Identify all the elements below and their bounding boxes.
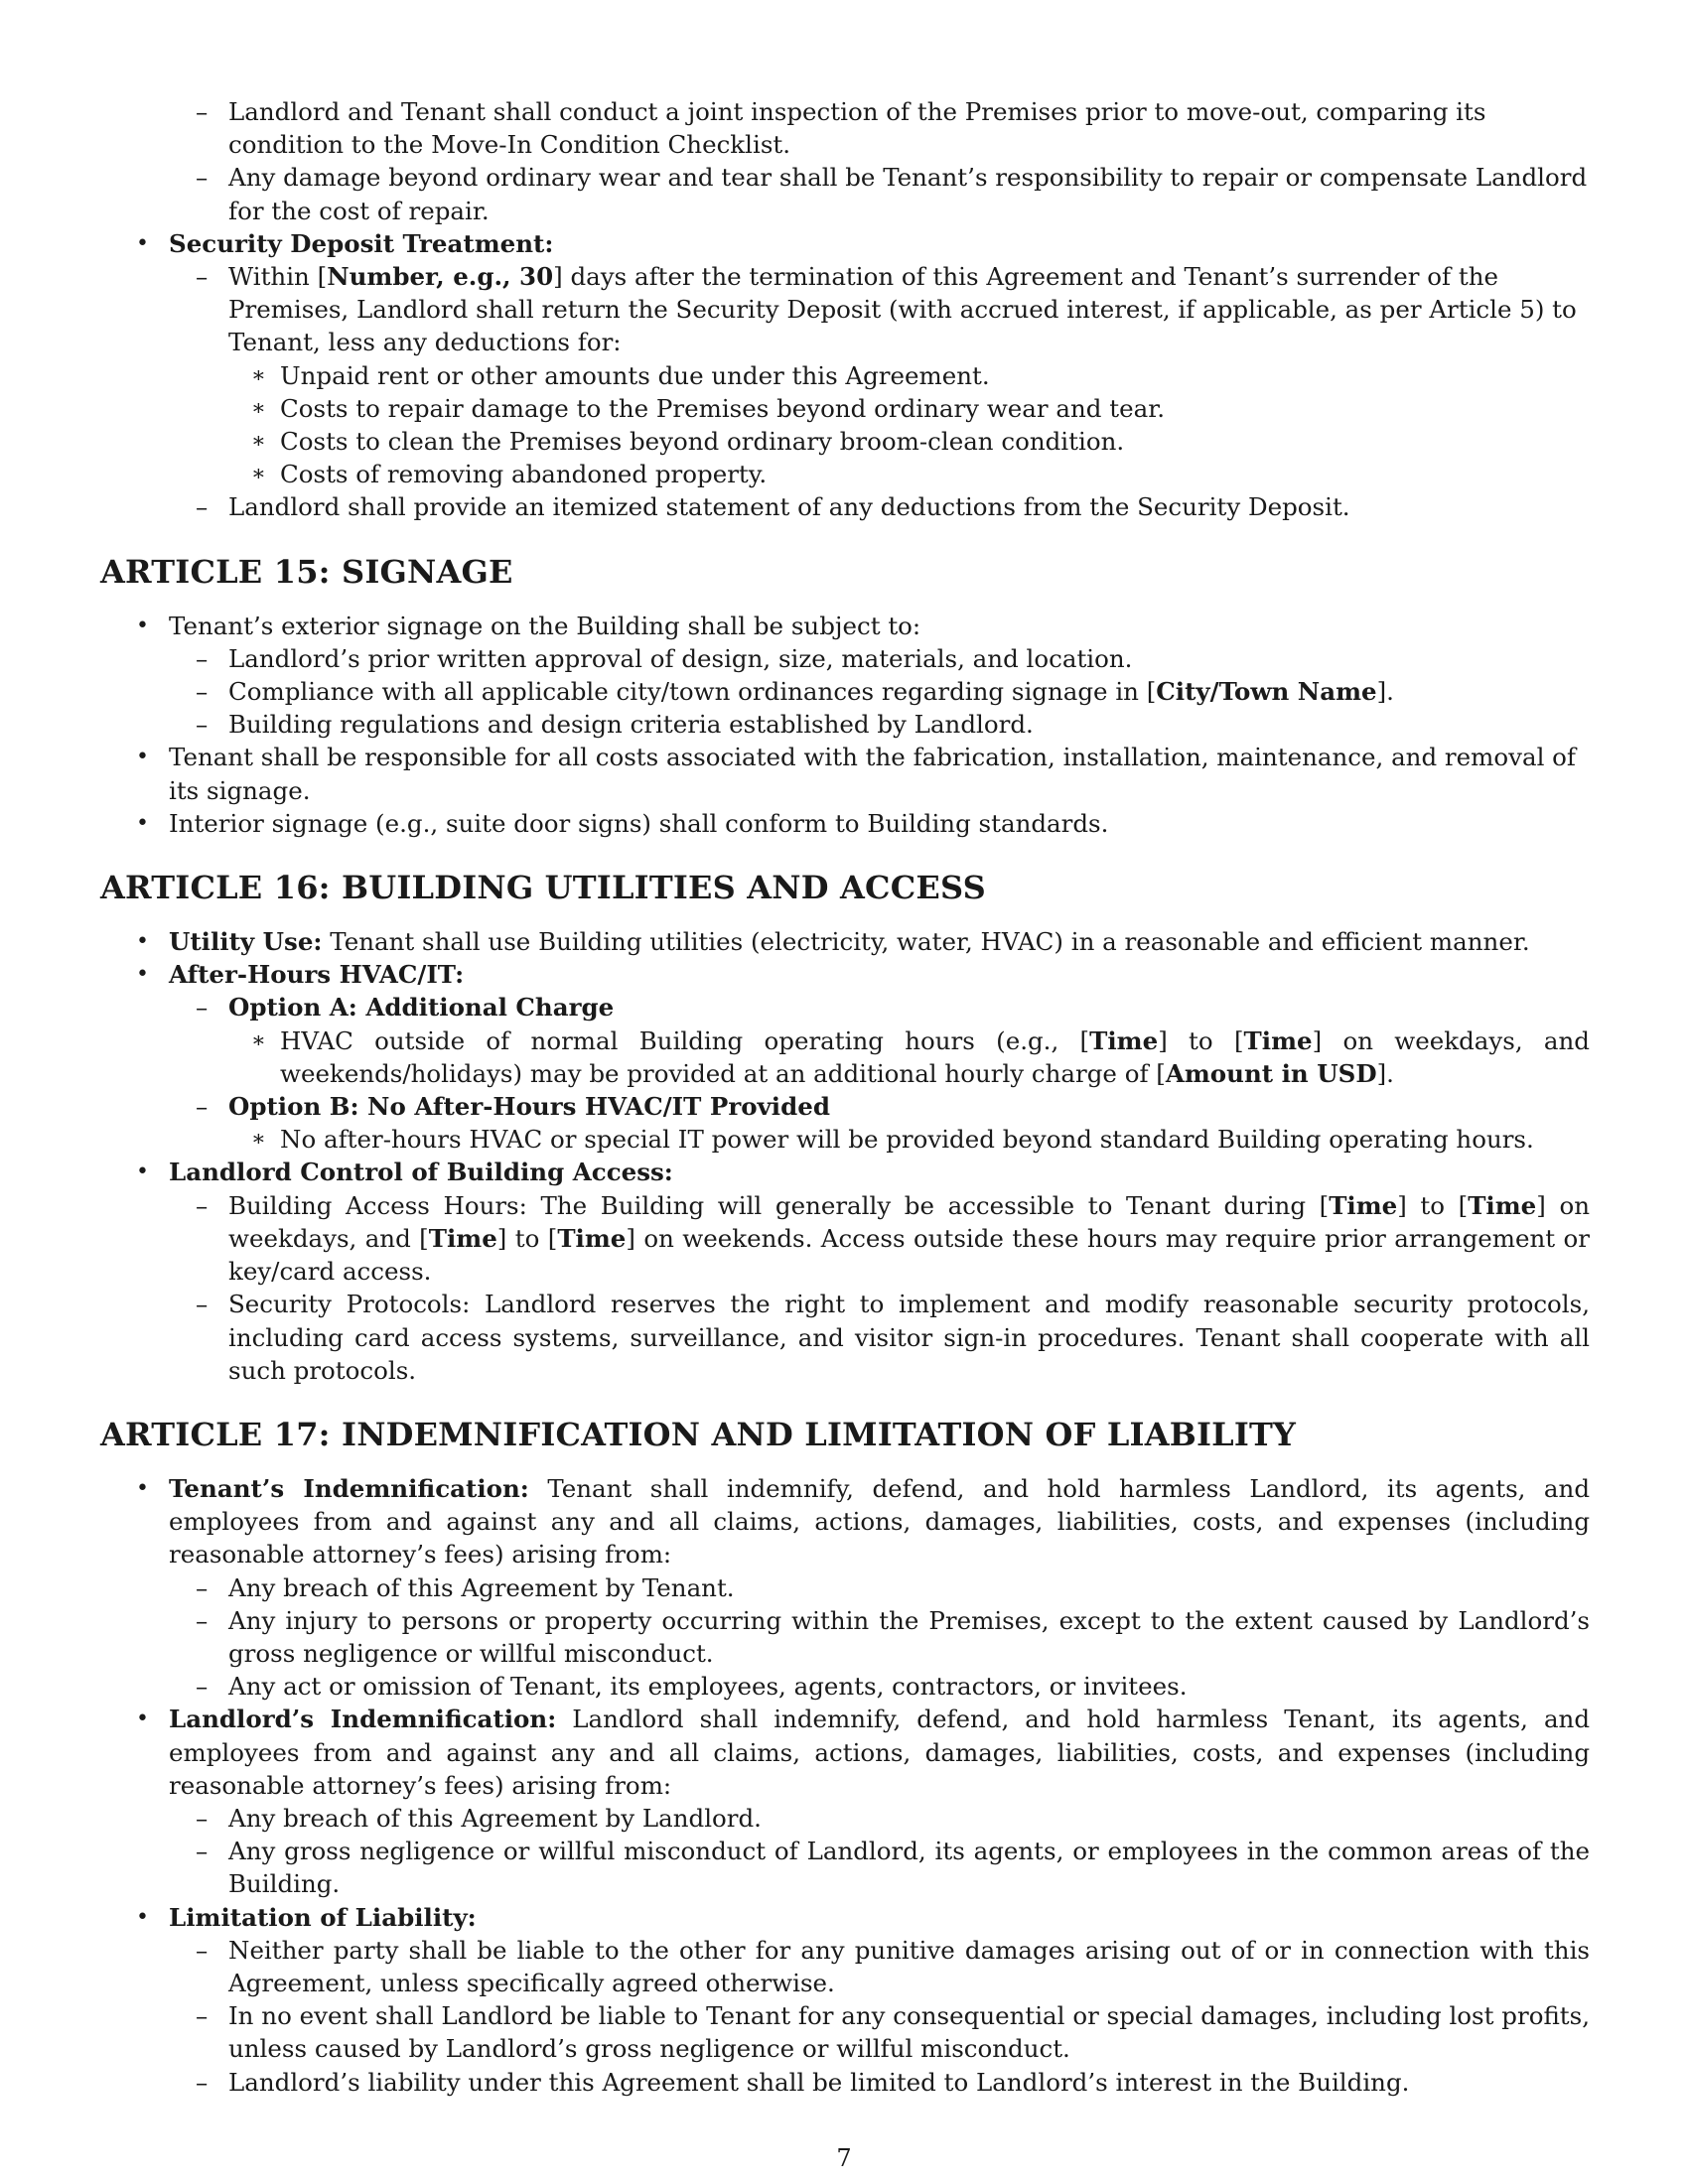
list-item: • Tenant shall be responsible for all costs associated with the fabrication, installation, maintenance, and removal of its signage. — [136, 743, 1577, 805]
list-item: – Landlord’s prior written approval of design, size, materials, and location. — [196, 643, 1133, 673]
list-item: – Within [Number, e.g., 30] days after the termination of this Agreement and Tenant’s surrender of the Premises, Landlord shall return the Security Deposit (with accrued interest, if applicable, as per Article 5) to Tenant, less any deductions for: — [196, 262, 1577, 357]
list-item: • Tenant’s Indemnification: Tenant shall indemnify, defend, and hold harmless Landlord, its agents, and employees from and against any and all claims, actions, damages, liabilities, costs, and expenses (including reasonable attorney’s fees) arising from: — [136, 1473, 1590, 1570]
list-item: – Neither party shall be liable to the other for any punitive damages arising out of or in connection with this Agreement, unless specifically agreed otherwise. — [196, 1935, 1590, 1997]
list-item: ∗ Costs to repair damage to the Premises beyond ordinary wear and tear. — [251, 393, 1166, 423]
list-item: – Any breach of this Agreement by Landlord. — [196, 1803, 762, 1833]
list-item: – Any act or omission of Tenant, its employees, agents, contractors, or invitees. — [196, 1672, 1188, 1702]
list-item: – In no event shall Landlord be liable to Tenant for any consequential or special damages, including lost profits, unless caused by Landlord’s gross negligence or willful misconduct. — [196, 2001, 1590, 2064]
list-item: • Interior signage (e.g., suite door signs) shall conform to Building standards. — [136, 808, 1109, 838]
list-item: – Any breach of this Agreement by Tenant. — [196, 1572, 735, 1602]
list-item: ∗ Unpaid rent or other amounts due under this Agreement. — [251, 360, 990, 390]
list-item: • Limitation of Liability: — [136, 1902, 477, 1932]
list-item: – Security Protocols: Landlord reserves the right to implement and modify reasonable security protocols, including card access systems, surveillance, and visitor sign-in procedures. Tenant shall cooperate with all such protocols. — [196, 1290, 1590, 1385]
list-item: – Compliance with all applicable city/town ordinances regarding signage in [City/Town Name]. — [196, 677, 1394, 707]
article-17-heading: ARTICLE 17: INDEMNIFICATION AND LIMITATION OF LIABILITY — [100, 1415, 1297, 1453]
security-deposit-heading: Security Deposit Treatment: — [169, 228, 554, 258]
move-out-list — [100, 95, 1590, 524]
page-number: 7 — [836, 2144, 852, 2172]
list-item: – Building regulations and design criteria established by Landlord. — [196, 710, 1034, 740]
article-16-heading: ARTICLE 16: BUILDING UTILITIES AND ACCESS — [100, 869, 986, 907]
list-item: ∗ No after-hours HVAC or special IT power will be provided beyond standard Building operating hours. — [251, 1125, 1534, 1155]
article-16-list — [100, 925, 1590, 1387]
list-item: • After-Hours HVAC/IT: — [136, 960, 465, 990]
list-item: – Option A: Additional Charge — [196, 993, 615, 1023]
list-item: – Landlord’s liability under this Agreement shall be limited to Landlord’s interest in the Building. — [196, 2067, 1410, 2097]
list-item: • Tenant’s exterior signage on the Building shall be subject to: — [136, 611, 921, 640]
list-item: ∗ HVAC outside of normal Building operating hours (e.g., [Time] to [Time] on weekdays, and weekends/holidays) may be provided at an additional hourly charge of [Amount in USD]. — [251, 1025, 1590, 1088]
list-item: • Landlord’s Indemnification: Landlord shall indemnify, defend, and hold harmless Tenant, its agents, and employees from and against any and all claims, actions, damages, liabilities, costs, and expenses (including reasonable attorney’s fees) arising from: — [136, 1705, 1591, 1800]
article-15-heading: ARTICLE 15: SIGNAGE — [100, 552, 513, 591]
list-item: – Landlord shall provide an itemized statement of any deductions from the Security Deposit. — [196, 492, 1350, 522]
document-page — [100, 95, 1590, 2099]
list-item: – Any damage beyond ordinary wear and tear shall be Tenant’s responsibility to repair or compensate Landlord for the cost of repair. — [196, 163, 1588, 225]
list-item: • Landlord Control of Building Access: — [136, 1158, 673, 1187]
list-item: ∗ Costs of removing abandoned property. — [251, 460, 768, 489]
list-item: • Security Deposit Treatment: — [136, 228, 554, 258]
list-item: – Any injury to persons or property occurring within the Premises, except to the extent caused by Landlord’s gross negligence or willful misconduct. — [196, 1605, 1590, 1668]
list-item: – Landlord and Tenant shall conduct a joint inspection of the Premises prior to move-out, comparing its condition to the Move-In Condition Checklist. — [196, 97, 1486, 160]
list-item: – Any gross negligence or willful misconduct of Landlord, its agents, or employees in the common areas of the Building. — [196, 1837, 1590, 1899]
list-item: ∗ Costs to clean the Premises beyond ordinary broom-clean condition. — [251, 427, 1125, 457]
article-15-list — [100, 610, 1590, 840]
list-item: – Building Access Hours: The Building will generally be accessible to Tenant during [Time] to [Time] on weekdays, and [Time] to [Time] on weekends. Access outside these hours may require prior arrangement or key/card access. — [196, 1190, 1591, 1287]
list-item: • Utility Use: Tenant shall use Building utilities (electricity, water, HVAC) in a reasonable and efficient manner. — [136, 927, 1530, 957]
list-item: – Option B: No After-Hours HVAC/IT Provided — [196, 1092, 830, 1122]
article-17-list — [100, 1472, 1590, 2099]
